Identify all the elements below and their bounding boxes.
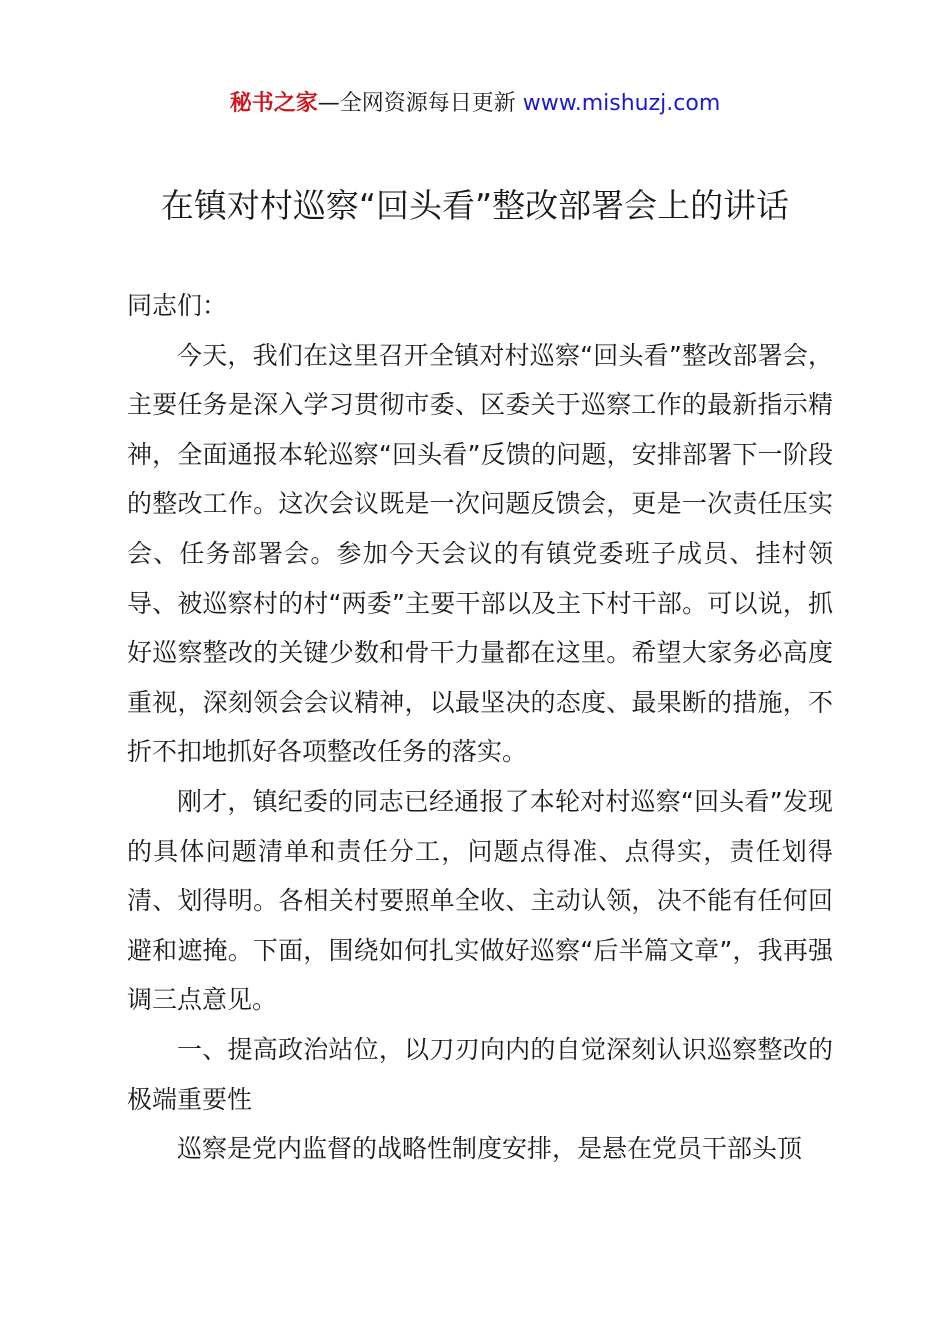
document-body <box>127 281 833 1174</box>
paragraph: 今天，我们在这里召开全镇对村巡察“回头看”整改部署会，主要任务是深入学习贯彻市委、区委关于巡察工作的最新指示精神，全面通报本轮巡察“回头看”反馈的问题，安排部署下一阶段的整改工作。这次会议既是一次问题反馈会，更是一次责任压实会、任务部署会。参加今天会议的有镇党委班子成员、挂村领导、被巡察村的村“两委”主要干部以及主下村干部。可以说，抓好巡察整改的关键少数和骨干力量都在这里。希望大家务必高度重视，深刻领会会议精神，以最坚决的态度、最果断的措施，不折不扣地抓好各项整改任务的落实。 <box>127 340 833 767</box>
salutation: 同志们： <box>127 291 228 320</box>
site-header <box>0 88 950 120</box>
header-tagline: —全网资源每日更新 <box>317 91 523 116</box>
section-heading: 一、提高政治站位，以刀刃向内的自觉深刻认识巡察整改的极端重要性 <box>127 1034 833 1114</box>
document-title: 在镇对村巡察“回头看”整改部署会上的讲话 <box>160 186 790 225</box>
paragraph: 巡察是党内监督的战略性制度安排，是悬在党员干部头顶 <box>177 1134 803 1164</box>
site-url-link[interactable]: www.mishuzj.com <box>522 91 721 116</box>
brand-name: 秘书之家 <box>229 91 318 116</box>
paragraph: 刚才，镇纪委的同志已经通报了本轮对村巡察“回头看”发现的具体问题清单和责任分工，问题点得准、点得实，责任划得清、划得明。各相关村要照单全收、主动认领，决不能有任何回避和遮掩。下面，围绕如何扎实做好巡察“后半篇文章”，我再强调三点意见。 <box>127 786 833 1015</box>
